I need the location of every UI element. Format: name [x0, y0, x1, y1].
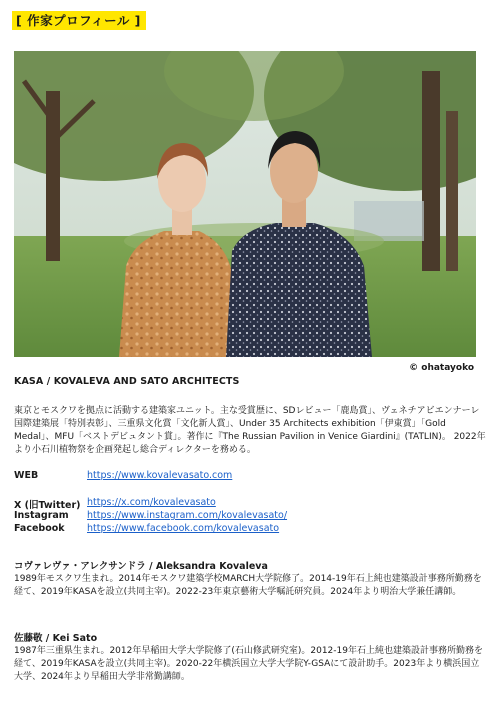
section-heading: [ 作家プロフィール ]: [12, 11, 146, 30]
photo-credit: © ohatayoko: [409, 363, 474, 373]
profile-name-kovaleva: コヴァレヴァ・アレクサンドラ / Aleksandra Kovaleva: [14, 561, 268, 572]
link-web[interactable]: https://www.kovalevasato.com: [87, 470, 233, 481]
link-label-x: X (旧Twitter): [14, 500, 81, 511]
link-instagram[interactable]: https://www.instagram.com/kovalevasato/: [87, 510, 288, 521]
portrait-photo: [14, 51, 476, 357]
profile-bio-kovaleva: 1989年モスクワ生まれ。2014年モスクワ建築学校MARCH大学院修了。2014-19年石上純也建築設計事務所勤務を経て、2019年KASAを設立(共同主宰)。2022-23年東京藝術大学嘱託研究員。2024年より明治大学兼任講師。: [14, 574, 482, 597]
link-label-facebook: Facebook: [14, 523, 65, 534]
link-row-facebook: [14, 523, 484, 536]
firm-intro: 東京とモスクワを拠点に活動する建築家ユニット。主な受賞歴に、SDレビュー「鹿島賞」、ヴェネチアビエンナーレ国際建築展「特別表彰」、三重県文化賞「文化新人賞」、Under 35 Architects exhibition「伊東賞」「Gold Medal」、MFU「ベストデビュタント賞」。著作に『The Russian Pavilion in Venice Giardini』(TATLIN)。 2022年より小石川植物祭を企画発起し総合ディレクターを務める。: [14, 406, 486, 455]
link-row-web: [14, 470, 484, 483]
profile-name-sato: 佐藤敬 / Kei Sato: [14, 633, 98, 644]
link-row-instagram: [14, 510, 484, 523]
link-label-web: WEB: [14, 470, 39, 481]
link-row-x: [14, 497, 484, 510]
link-x[interactable]: https://x.com/kovalevasato: [87, 497, 216, 508]
profile-bio-sato: 1987年三重県生まれ。2012年早稲田大学大学院修了(石山修武研究室)。2012-19年石上純也建築設計事務所勤務を経て、2019年KASAを設立(共同主宰)。2020-22年横浜国立大学大学院Y-GSAにて設計助手。2023年より横浜国立大学、2024年より早稲田大学非常勤講師。: [14, 646, 483, 682]
link-label-instagram: Instagram: [14, 510, 69, 521]
link-facebook[interactable]: https://www.facebook.com/kovalevasato: [87, 523, 280, 534]
firm-name: KASA / KOVALEVA AND SATO ARCHITECTS: [14, 376, 240, 387]
